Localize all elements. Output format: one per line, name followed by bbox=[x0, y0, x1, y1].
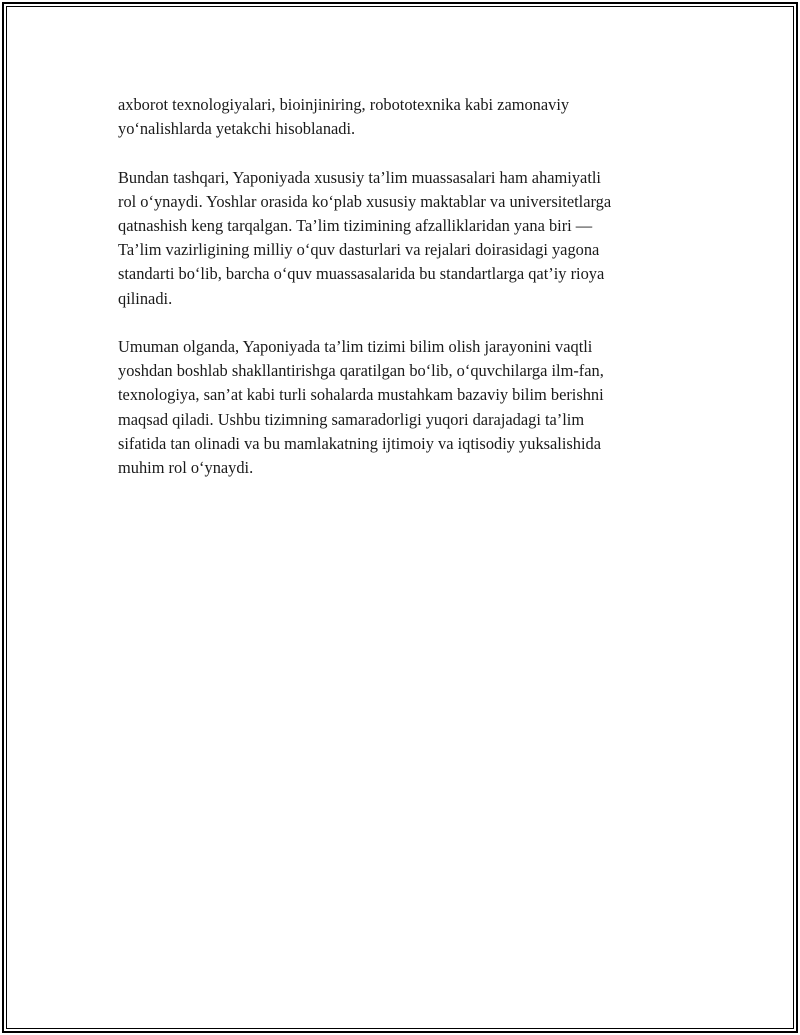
paragraph-line: qatnashish keng tarqalgan. Ta’lim tizimining afzalliklaridan yana biri — bbox=[118, 216, 593, 235]
paragraph-line: Ta’lim vazirligining milliy o‘quv dasturlari va rejalari doirasidagi yagona bbox=[118, 240, 600, 260]
paragraph-line: axborot texnologiyalari, bioinjiniring, robototexnika kabi zamonaviy bbox=[118, 95, 570, 114]
paragraph-line: muhim rol o‘ynaydi. bbox=[118, 458, 254, 478]
paragraph-3 bbox=[118, 335, 698, 480]
paragraph-line: standarti bo‘lib, barcha o‘quv muassasalarida bu standartlarga qat’iy rioya bbox=[118, 264, 605, 284]
paragraph-line: Umuman olganda, Yaponiyada ta’lim tizimi bilim olish jarayonini vaqtli bbox=[118, 337, 593, 356]
paragraph-line: yoshdan boshlab shakllantirishga qaratilgan bo‘lib, o‘quvchilarga ilm-fan, bbox=[118, 361, 604, 381]
paragraph-line: sifatida tan olinadi va bu mamlakatning ijtimoiy va iqtisodiy yuksalishida bbox=[118, 433, 601, 453]
paragraph-line: yo‘nalishlarda yetakchi hisoblanadi. bbox=[118, 119, 356, 139]
paragraph-line: qilinadi. bbox=[118, 288, 173, 308]
paragraph-line: rol o‘ynaydi. Yoshlar orasida ko‘plab xususiy maktablar va universitetlarga bbox=[118, 191, 612, 211]
paragraph-line: maqsad qiladi. Ushbu tizimning samaradorligi yuqori darajadagi ta’lim bbox=[118, 409, 585, 429]
paragraph-1 bbox=[118, 93, 698, 141]
document-body bbox=[118, 93, 698, 504]
paragraph-line: texnologiya, san’at kabi turli sohalarda mustahkam bazaviy bilim berishni bbox=[118, 385, 604, 405]
paragraph-2 bbox=[118, 166, 698, 311]
paragraph-line: Bundan tashqari, Yaponiyada xususiy ta’lim muassasalari ham ahamiyatli bbox=[118, 167, 601, 187]
